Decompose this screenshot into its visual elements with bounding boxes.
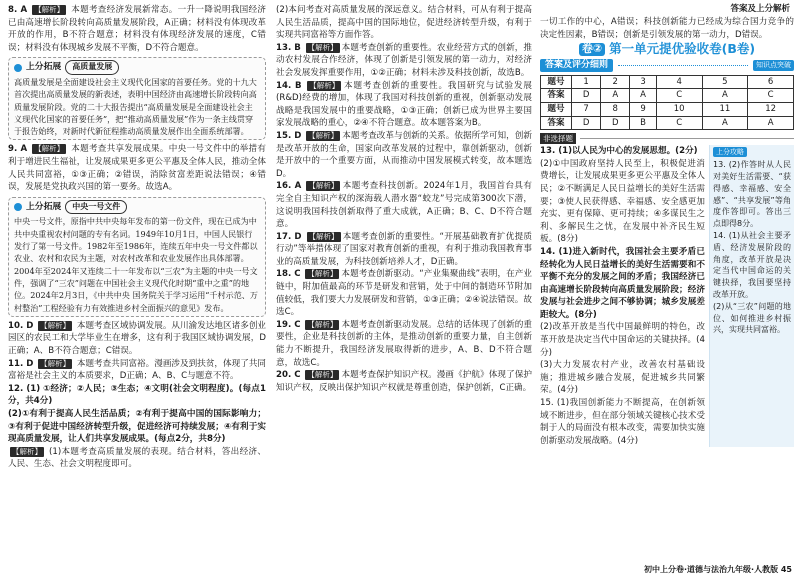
q19-answer: 19. C 【解析】 本题考查创新驱动发展。总结的话体现了创新的重要性，企业是科技创新的主体，是推动创新的重要力量，自主创新能力不断提升，我国经济发展取得新的进步，A、B、D不符合题意，故选C。 [276,319,532,368]
q12-continued: (2)本问考查对高质量发展的深远意义。结合材料，可从有利于提高人民生活品质，提高中国的国际地位，促进经济转型升级，有利于实现共同富裕等方面作答。 [276,5,532,41]
q11-answer: 11. D 【解析】 本题考查共同富裕。漫画涉及到扶贫，体现了共同富裕是社会主义的本质要求，D正确；A、B、C与题意不符。 [8,358,266,382]
q16-answer: 16. A 【解析】 本题考查科技创新。2024年1月，我国首台具有完全自主知识产权的深海载人潜水器“蛟龙”号完成第300次下潜，这说明我国科技创新取得了重大成就，A正确；B、C、D不符合题意。 [276,181,532,230]
table-row: 题号 7 8 9 10 11 12 [541,102,794,116]
q9-answer: 9. A 【解析】 本题考查共享发展成果。中央一号文件中的举措有利于增进民生福祉，让发展成果更多更公平惠及全体人民，推动全体人民共同富裕，①③正确；②错误，消除贫富差距说法错误；④错误，发展是党执政兴国的第一要务。故选A。 [8,144,266,193]
page-footer: 初中上分卷·道德与法治九年级·人教版 45 [644,565,792,574]
q20-continued: 一切工作的中心，A错误；科技创新能力已经成为综合国力竞争的决定性因素，B错误；创新是引领发展的第一动力，D错误。 [540,17,794,40]
nonchoice-answers: 13. (1)以人民为中心的发展思想。(2分) (2)①中国政府坚持人民至上，积极促进消费增长，让发展成果更多更公平惠及全体人民；②不断满足人民日益增长的美好生活需要；③使人民获得感、幸福感、安全感更加充实、更有保障、更可持续；④多谋民生之利、多解民生之忧，在发展中补齐民生短板。(8分) 14. (1)进入新时代，我国社会主要矛盾已经转化为人民日益增长的美好生活需要和不平衡不充分的发展之间的矛盾；我国经济已由高速增长阶段转向高质量发展阶段；经济发展与社会进步之间不够协调；城乡发展差距较大。(8分) (2)改革开放是当代中国最鲜明的特色，改革开放是决定当代中国命运的关键抉择。(4分) (3)大力发展农村产业，改善农村基础设施；推进城乡融合发展，促进城乡共同繁荣。(4分) 15. (1)我国创新能力不断提高，在创新领域不断进步，但在部分领域关键核心技术受制于人的局面没有根本改变，需要加快实施创新驱动发展战略。(4分) [540,146,705,446]
column-left [8,4,266,570]
bullet-icon [14,203,22,211]
q10-answer: 10. D 【解析】 本题考查区域协调发展。从川渝发达地区诸多创业园区的农民工和大学毕业生在增多，这有利于我国区域协调发展，D正确；A、B不符合题意；C错误。 [8,320,266,356]
q8-answer: 8. A 【解析】 本题考查经济发展新常态。一升一降说明我国经济已由高速增长阶段转向高质量发展阶段，A正确；材料没有体现改革开放的作用，B不符合题意；材料没有体现经济发展的速度，C错误；材料没有体现城乡发展不平衡，D不符合题意。 [8,5,266,53]
column-middle [276,4,532,570]
q14-answer: 14. B 【解析】 本题考查创新的重要性。我国研究与试验发展(R&D)经费的增加，体现了我国对科技创新的重视，创新驱动发展战略是我国发展中的重要战略，①③正确；创新已成为世界主要国家发展战略的重心，②④不符合题意。故本题答案为B。 [276,80,532,129]
q15-answer: 15. D 【解析】 本题考查改革与创新的关系。依据所学可知，创新是改革开放的生命，国家向改革发展的过程中，靠创新驱动，创新是开放中的一个重要方面，从而推动中国发展模式转变，故本题选D。 [276,130,532,179]
q12-part2: (2)①有利于提高人民生活品质；②有利于提高中国的国际影响力；③有利于促进中国经济转型升级，促进经济可持续发展；④有利于实现高质量发展，让人们共享发展成果。(每点2分，共8分) [8,408,266,445]
table-row: 答案 D A A C A C [541,89,794,103]
volume-title: 卷② 第一单元提优验收卷(B卷) [540,43,794,56]
q17-answer: 17. D 【解析】 本题考查创新的重要性。“开展基础教育扩优提质行动”等举措体现了国家对教育创新的重视，有利于推动我国教育事业的高质量发展，为科技创新培养人才，D正确。 [276,231,532,267]
answer-table [540,75,794,130]
q13-answer: 13. B 【解析】 本题考查创新的重要性。农业经营方式的创新，推动农村发展合作经济，体现了创新是引领发展的第一动力，对经济社会发展发挥重要作用，①②正确；材料未涉及科技创新，故选B。 [276,42,532,78]
page-header: 答案及上分解析 [730,4,790,14]
table-row: 答案 D D B C A A [541,116,794,130]
score-tips-sidebar: 上分攻略 13. (2)作答时从人民对美好生活需要、“获得感、幸福感、安全感”、“共享发展”等角度作答即可。答出三点即得8分。 14. (1)从社会主要矛盾、经济发展阶段的角度，改革开放是决定当代中国命运的关键抉择，我国要坚持改革开放。 (2)从“三农”问题的地位、如何推进乡村振兴，实现共同富裕。 [709,145,794,447]
extension-box-central-document: 上分拓展 中央一号文件 中央一号文件，原指中共中央每年发布的第一份文件，现在已成为中共中央重视农村问题的专有名词。1949年10月1日，中国人民银行发行了第一号文件。1982年至1986年，连续五年中央一号文件都以农业、农村和农民为主题，对农村改革和农业发展作出具体部署。2004年至2024年又连续二十一年发布以“三农”为主题的中央一号文件，强调了“三农”问题在中国社会主义现代化时期“重中之重”的地位。2024年2月3日，《中共中央 国务院关于学习运用“千村示范、万村整治”工程经验有力有效推进乡村全面振兴的意见》发布。 [8,197,266,317]
q12-answer: 12. (1) ①经济；②人民；③生态；④文明(社会文明程度)。(每点1分，共4分) [8,383,266,407]
extension-box-quality-development: 上分拓展 高质量发展 高质量发展是全面建设社会主义现代化国家的首要任务。党的十九大首次提出高质量发展的新表述，表明中国经济由高速增长阶段转向高质量发展阶段。党的二十大报告提出“高质量发展是全面建设社会主义现代化国家的首要任务”，把“推动高质量发展”作为一条主线贯穿于报告始终，对新时代新征程推动高质量发展作出全面系统部署。 [8,57,266,140]
q12-analysis: 【解析】 (1)本题考查高质量发展的表现。结合材料，答出经济、人民、生态、社会文明程度即可。 [8,446,266,470]
table-row: 题号 1 2 3 4 5 6 [541,75,794,89]
q18-answer: 18. C 【解析】 本题考查创新驱动。“产业集聚曲线”表明，在产业链中，附加值最高的环节是研发和营销，处于中间的制造环节附加值较低，我们要大力发展研发和营销，①③正确；②④说法错误。故选C。 [276,269,532,318]
column-right [540,4,794,570]
answer-section-header: 答案及评分细则 知识点突破 [540,59,794,73]
nonchoice-section-header: 非选择题 [540,133,794,144]
q20-answer: 20. C 【解析】 本题考查保护知识产权。漫画《护航》体现了保护知识产权，反映出保护知识产权就是尊重创造，保护创新，C正确。 [276,370,532,393]
bullet-icon [14,64,22,72]
